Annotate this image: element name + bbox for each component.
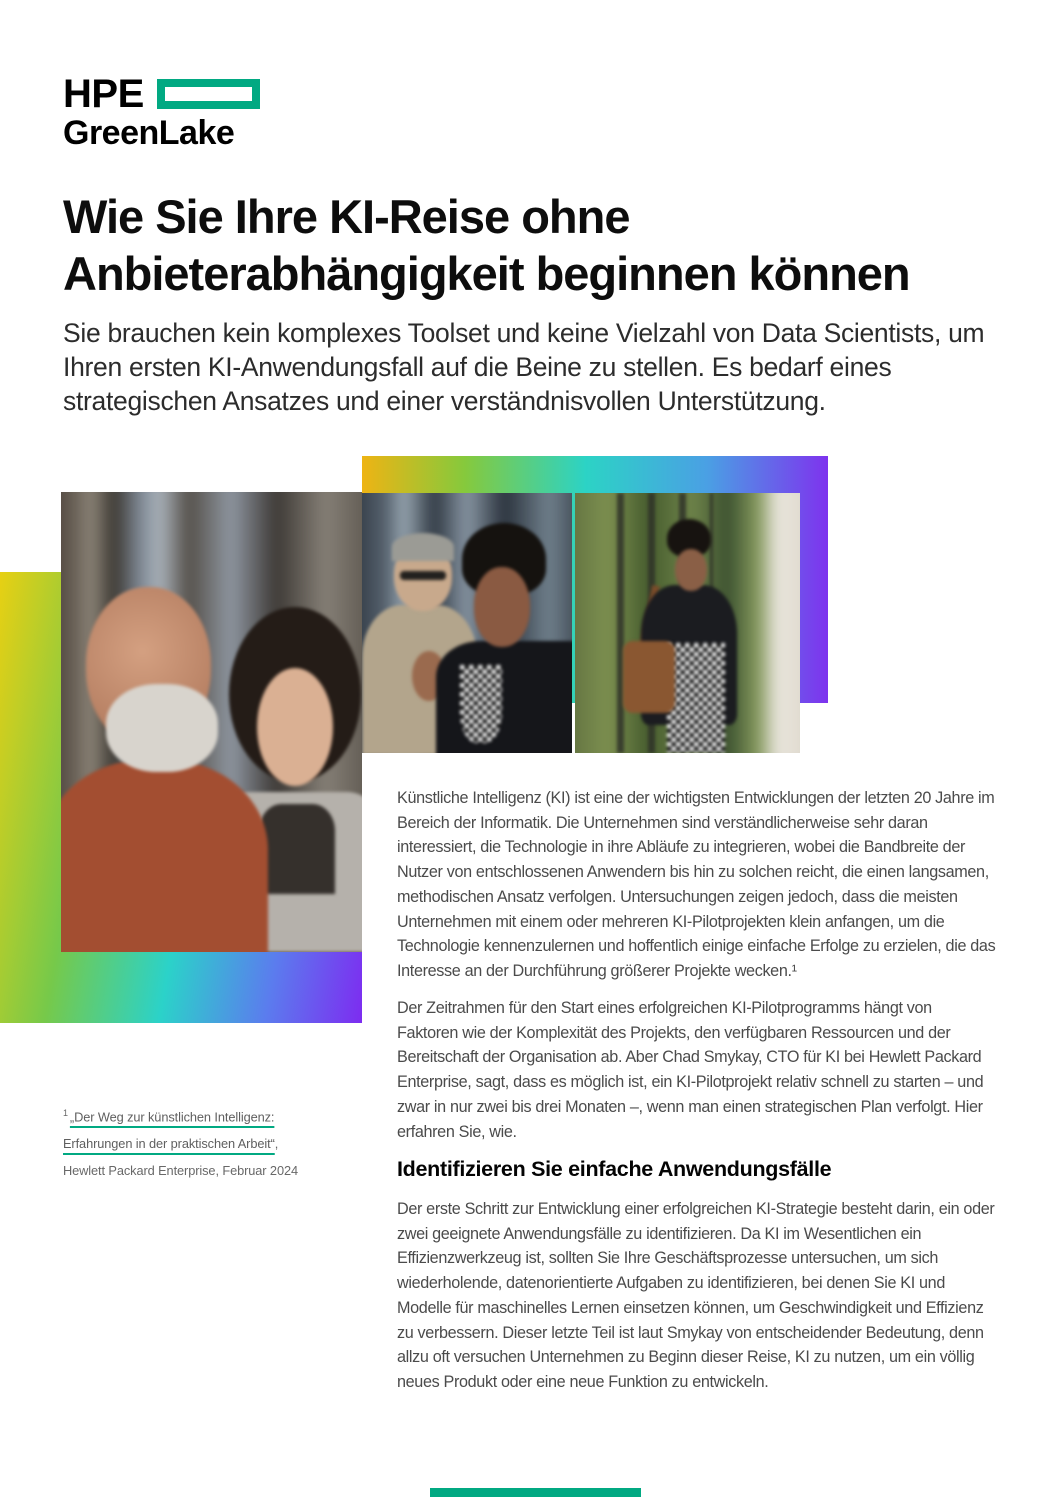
page-subtitle: Sie brauchen kein komplexes Toolset und keine Vielzahl von Data Scientists, um Ihren ersten KI-Anwendungsfall auf die Beine zu stellen. Es bedarf eines strategischen Ansatzes und einer verständnisvollen Unterstützung.: [63, 318, 985, 416]
hpe-logo-row: [63, 72, 260, 116]
bottom-accent-bar: [430, 1488, 641, 1497]
photo-detail: [259, 804, 335, 894]
footnote-marker: 1: [63, 1108, 68, 1118]
photo-detail: [61, 760, 268, 952]
photo-detail: [400, 571, 446, 580]
photo-detail: [474, 567, 530, 647]
photo-detail: [106, 684, 218, 772]
body-paragraph-intro: Künstliche Intelligenz (KI) ist eine der wichtigsten Entwicklungen der letzten 20 Jahre im Bereich der Informatik. Die Unternehmen sind verständlicherweise sehr daran interessiert, die Technologie in ihre Abläufe zu integrieren, wobei die Bandbreite der Nutzer von entschlossenen Anwendern bis hin zu solchen reicht, die einen langsamen, methodischen Ansatz verfolgen. Untersuchungen zeigen jedoch, dass die meisten Unternehmen mit einem oder mehreren KI-Pilotprojekten klein anfangen, um die Technologie kennenzulernen und hoffentlich einige einfache Erfolge zu erzielen, die das Interesse an der Durchführung größerer Projekte wecken.¹: [397, 789, 996, 980]
photo-detail: [257, 668, 333, 786]
section-heading-use-cases: Identifizieren Sie einfache Anwendungsfälle: [397, 1157, 832, 1181]
hpe-element-icon: [157, 79, 260, 109]
photo-detail: [392, 533, 454, 561]
photo-foreground: [362, 493, 572, 753]
woman-walking-outdoors-photo: [575, 493, 800, 753]
photo-foreground: [61, 492, 362, 952]
photo-detail: [623, 641, 675, 713]
hpe-logo-text: HPE: [63, 72, 144, 116]
photo-foreground: [575, 493, 800, 753]
hpe-greenlake-logo: [63, 72, 260, 152]
photo-detail: [436, 641, 572, 753]
body-paragraph-timeline: Der Zeitrahmen für den Start eines erfolgreichen KI-Pilotprogramms hängt von Faktoren wie der Komplexität des Projekts, den verfügbaren Ressourcen und der Bereitschaft der Organisation ab. Aber Chad Smykay, CTO für KI bei Hewlett Packard Enterprise, sagt, dass es möglich ist, ein KI-Pilotprojekt relativ schnell zu starten – und zwar in nur zwei bis drei Monaten –, wenn man einen strategischen Plan verfolgt. Hier erfahren Sie, wie.: [397, 999, 984, 1141]
footnote-source-suffix: , Hewlett Packard Enterprise, Februar 2024: [63, 1136, 298, 1179]
photo-detail: [667, 643, 725, 753]
photo-detail: [460, 665, 502, 743]
page-title: Wie Sie Ihre KI-Reise ohne Anbieterabhängigkeit beginnen können: [63, 190, 910, 300]
woman-presenting-photo: [362, 493, 572, 753]
body-paragraph-use-cases: Der erste Schritt zur Entwicklung einer erfolgreichen KI-Strategie besteht darin, ein oder zwei geeignete Anwendungsfälle zu identifizieren. Da KI im Wesentlichen ein Effizienzwerkzeug ist, sollten Sie Ihre Geschäftsprozesse untersuchen, um sich wiederholende, datenorientierte Aufgaben zu identifizieren, bei denen Sie KI und Modelle für maschinelles Lernen einsetzen können, um Geschwindigkeit und Effizienz zu verbessern. Dieser letzte Teil ist laut Smykay von entscheidender Bedeutung, denn allzu oft versuchen Unternehmen zu Beginn dieser Reise, KI zu nutzen, um ein völlig neues Produkt oder eine neue Funktion zu entwickeln.: [397, 1200, 995, 1391]
footnote: [63, 1100, 313, 1184]
business-meeting-photo: [61, 492, 362, 952]
greenlake-logo-text: GreenLake: [63, 114, 235, 152]
photo-detail: [675, 549, 707, 591]
footnote-source-link[interactable]: „Der Weg zur künstlichen Intelligenz: Erfahrungen in der praktischen Arbeit“: [63, 1109, 275, 1152]
